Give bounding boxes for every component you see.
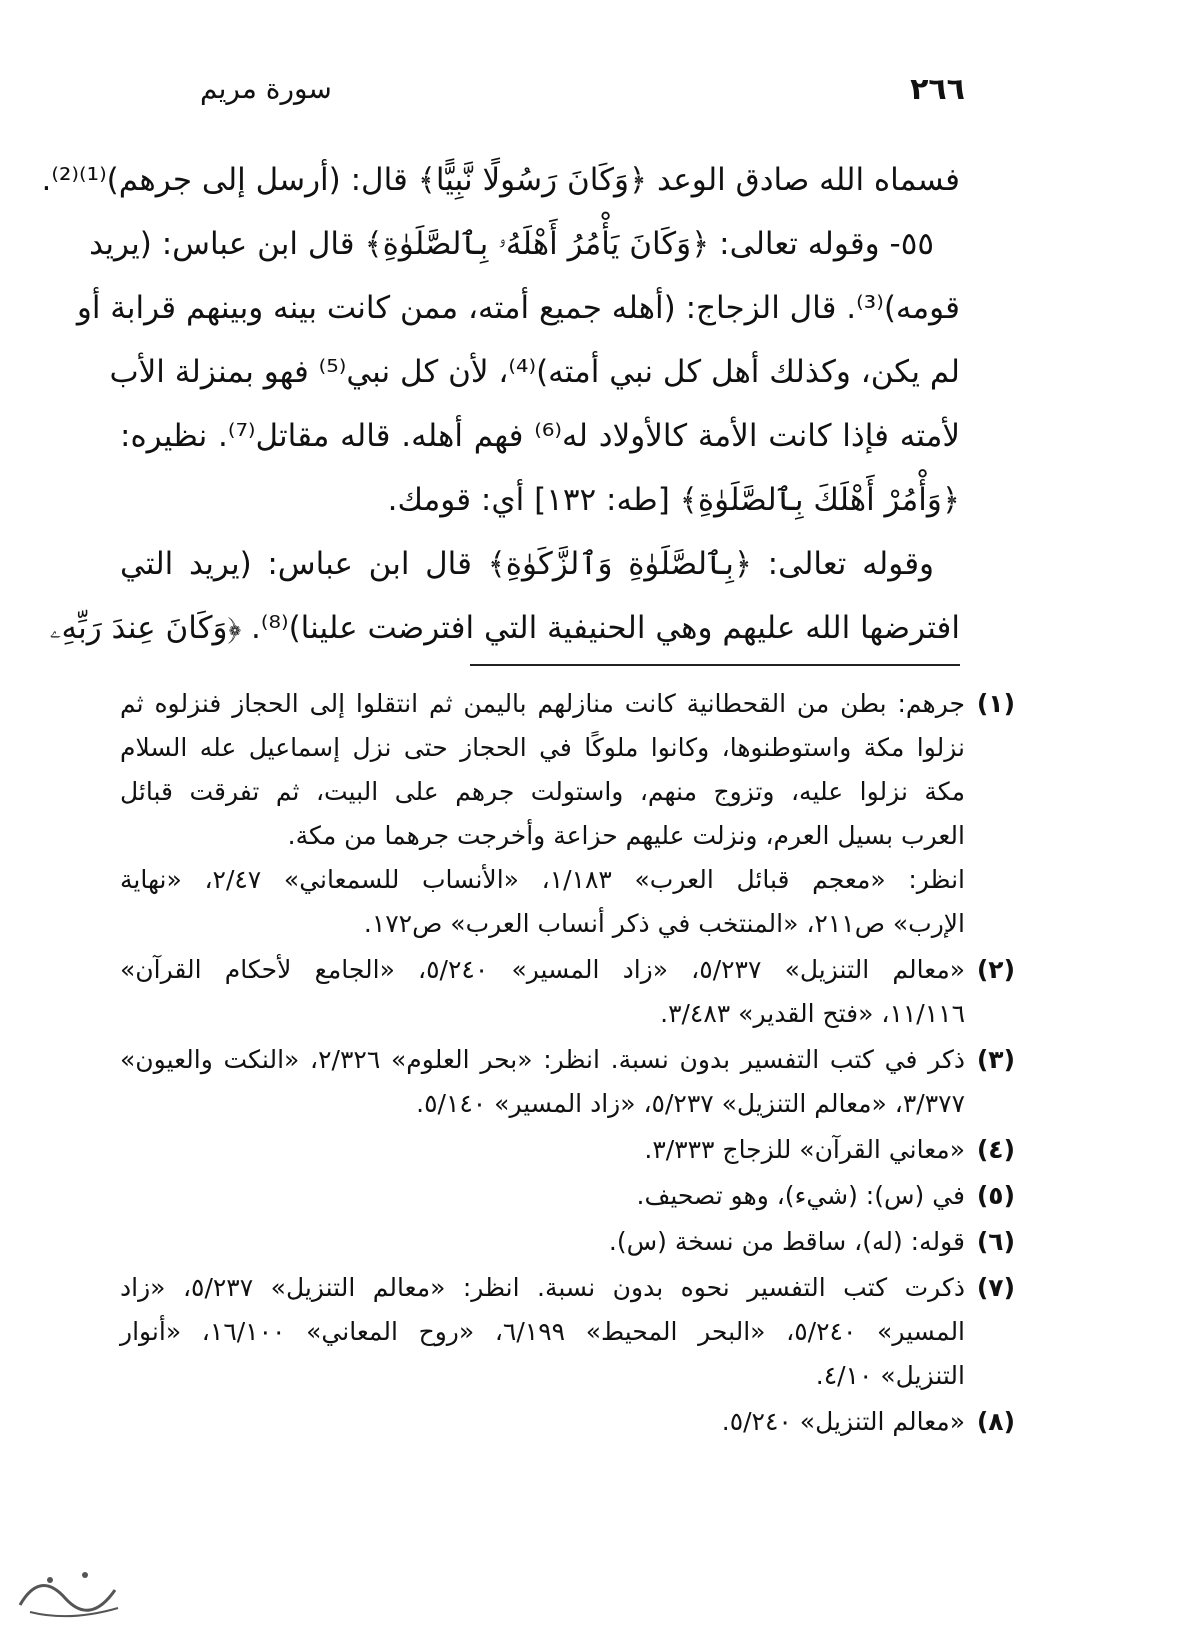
footnote-line: قوله: (له)، ساقط من نسخة (س). xyxy=(608,1227,965,1256)
footnote-6 xyxy=(120,1220,1015,1264)
footnote-line: ٣/٣٧٧، «معالم التنزيل» ٥/٢٣٧، «زاد المسير» ٥/١٤٠. xyxy=(416,1089,965,1118)
footnote-line: مكة نزلوا عليه، وتزوج منهم، واستولت جرهم على البيت، ثم تفرقت قبائل xyxy=(120,777,965,806)
footnote-number: (٦) xyxy=(976,1227,1015,1256)
footnote-line: العرب بسيل العرم، ونزلت عليهم حزاعة وأخرجت جرهما من مكة. xyxy=(287,821,965,850)
footnote-line: «معالم التنزيل» ٥/٢٤٠. xyxy=(721,1407,965,1436)
footnote-line: التنزيل» ٤/١٠. xyxy=(815,1361,965,1390)
footnote-number: (٣) xyxy=(976,1045,1015,1074)
footnote-line: الإرب» ص٢١١، «المنتخب في ذكر أنساب العرب» ص١٧٢. xyxy=(363,909,965,938)
text-line: وقوله تعالى: ﴿بِٱلصَّلَوٰةِ وَٱلزَّكَوٰةِ﴾ قال ابن عباس: (يريد التي xyxy=(120,546,934,582)
footnote-1 xyxy=(120,682,1015,946)
text-line: لم يكن، وكذلك أهل كل نبي أمته)⁽⁴⁾، لأن كل نبي⁽⁵⁾ فهو بمنزلة الأب xyxy=(109,354,960,390)
watermark-logo xyxy=(10,1550,130,1630)
footnote-5 xyxy=(120,1174,1015,1218)
footnote-4 xyxy=(120,1128,1015,1172)
footnote-7 xyxy=(120,1266,1015,1398)
footnote-divider xyxy=(470,664,960,666)
footnote-line: ١١/١١٦، «فتح القدير» ٣/٤٨٣. xyxy=(660,999,965,1028)
text-line: ٥٥- وقوله تعالى: ﴿وَكَانَ يَأْمُرُ أَهْلَهُۥ بِٱلصَّلَوٰةِ﴾ قال ابن عباس: (يريد xyxy=(89,226,934,262)
footnote-number: (٧) xyxy=(976,1273,1015,1302)
text-line: لأمته فإذا كانت الأمة كالأولاد له⁽⁶⁾ فهم أهله. قاله مقاتل⁽⁷⁾. نظيره: xyxy=(120,418,961,454)
main-text xyxy=(41,148,961,660)
footnote-number: (٥) xyxy=(976,1181,1015,1210)
text-line: قومه)⁽³⁾. قال الزجاج: (أهله جميع أمته، ممن كانت بينه وبينهم قرابة أو xyxy=(76,290,960,326)
footnote-line: نزلوا مكة واستوطنوها، وكانوا ملوكًا في الحجاز حتى نزل إسماعيل عله السلام xyxy=(120,733,965,762)
footnote-number: (٢) xyxy=(976,955,1015,984)
footnote-3 xyxy=(120,1038,1015,1126)
footnote-number: (٤) xyxy=(976,1135,1015,1164)
footnotes xyxy=(120,682,1015,1446)
footnote-line: «معالم التنزيل» ٥/٢٣٧، «زاد المسير» ٥/٢٤٠، «الجامع لأحكام القرآن» xyxy=(120,955,966,984)
text-line: ﴿وَأْمُرْ أَهْلَكَ بِٱلصَّلَوٰةِ﴾ [طه: ١٣٢] أي: قومك. xyxy=(387,482,960,518)
footnote-number: (١) xyxy=(976,689,1015,718)
footnote-number: (٨) xyxy=(976,1407,1015,1436)
footnote-line: في (س): (شيء)، وهو تصحيف. xyxy=(636,1181,965,1210)
page-number: ٢٦٦ xyxy=(910,72,965,107)
footnote-line: ذكرت كتب التفسير نحوه بدون نسبة. انظر: «معالم التنزيل» ٥/٢٣٧، «زاد xyxy=(120,1273,965,1302)
footnote-8 xyxy=(120,1400,1015,1444)
footnote-line: المسير» ٥/٢٤٠، «البحر المحيط» ٦/١٩٩، «روح المعاني» ١٦/١٠٠، «أنوار xyxy=(120,1317,966,1346)
page-header xyxy=(200,72,965,122)
footnote-line: انظر: «معجم قبائل العرب» ١/١٨٣، «الأنساب للسمعاني» ٢/٤٧، «نهاية xyxy=(120,865,965,894)
text-line: فسماه الله صادق الوعد ﴿وَكَانَ رَسُولًا نَّبِيًّا﴾ قال: (أرسل إلى جرهم)⁽¹⁾⁽²⁾. xyxy=(41,162,960,198)
footnote-2 xyxy=(120,948,1015,1036)
footnote-line: جرهم: بطن من القحطانية كانت منازلهم باليمن ثم انتقلوا إلى الحجاز فنزلوه ثم xyxy=(120,689,965,718)
text-line: افترضها الله عليهم وهي الحنيفية التي افترضت علينا)⁽⁸⁾. ﴿وَكَانَ عِندَ رَبِّهِۦ xyxy=(49,610,960,646)
footnote-line: «معاني القرآن» للزجاج ٣/٣٣٣. xyxy=(644,1135,965,1164)
footnote-line: ذكر في كتب التفسير بدون نسبة. انظر: «بحر العلوم» ٢/٣٢٦، «النكت والعيون» xyxy=(120,1045,965,1074)
surah-title: سورة مريم xyxy=(200,72,332,105)
